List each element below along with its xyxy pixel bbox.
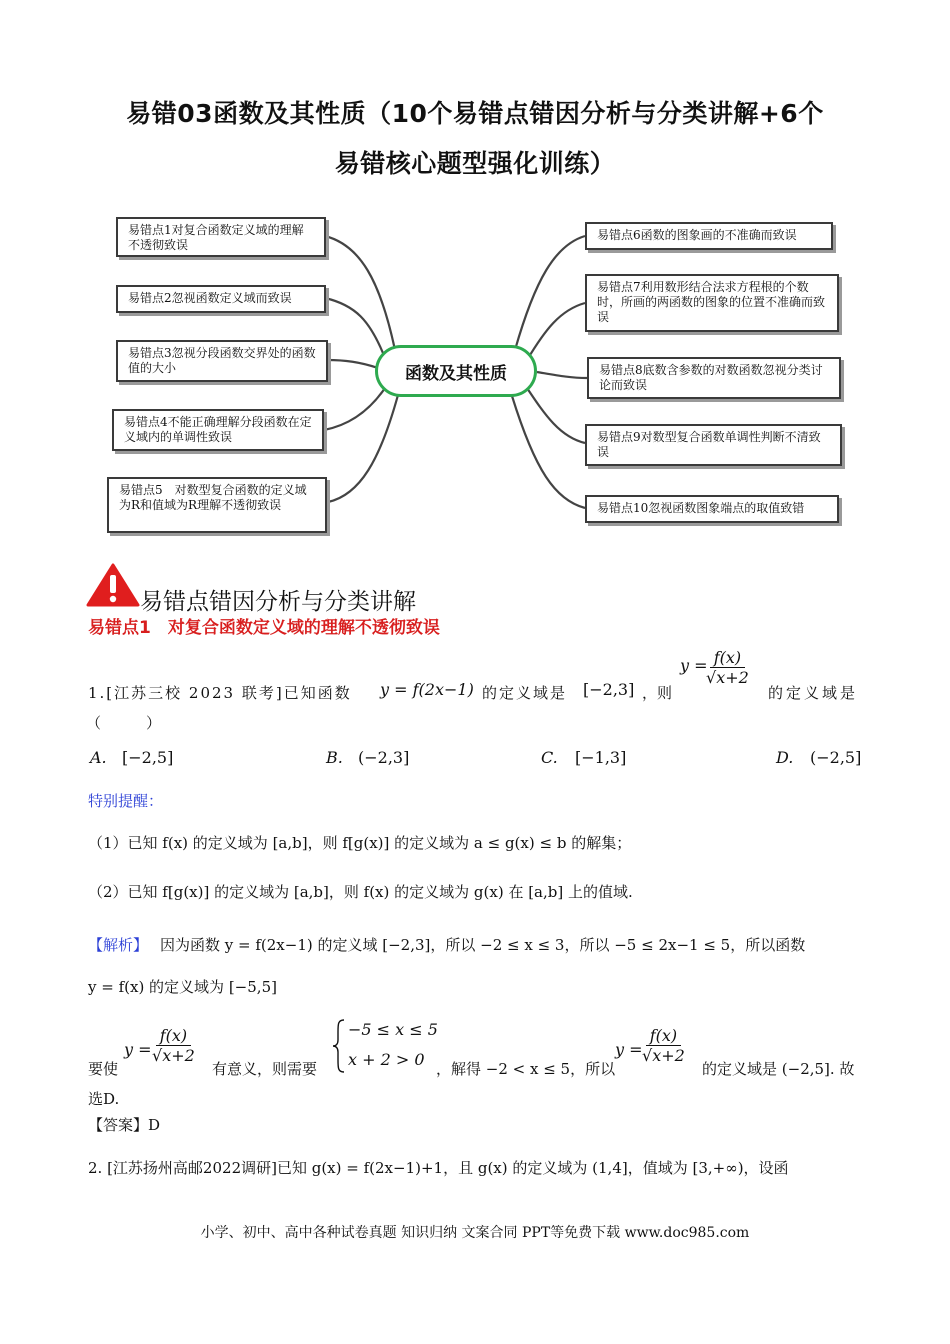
mindmap-left-node-5: 易错点5 对数型复合函数的定义域为R和值域为R理解不透彻致误	[107, 477, 327, 533]
answer: 【答案】D	[88, 1116, 161, 1134]
q1-then: ，则	[642, 684, 673, 702]
connector-right-2	[527, 303, 585, 360]
analysis-line-4: 选D.	[88, 1090, 120, 1108]
q1-option-c-label: C.	[541, 748, 558, 767]
connector-right-1	[515, 236, 585, 350]
connector-left-1	[325, 236, 395, 350]
analysis-line-3-end: 的定义域是 (−2,5]. 故	[702, 1060, 855, 1078]
q1-prefix: 1.[江苏三校 2023 联考]已知函数	[88, 684, 352, 702]
q1-mid-text: 的定义域是	[482, 684, 568, 702]
q1-end-text: 的定义域是	[768, 684, 859, 702]
mindmap-left-node-4: 易错点4不能正确理解分段函数在定义域内的单调性致误	[112, 409, 324, 451]
mindmap-center-node: 函数及其性质	[375, 345, 537, 397]
analysis-y-eq-2: y =	[615, 1040, 643, 1059]
tip-1: （1）已知 f(x) 的定义域为 [a,b]，则 f[g(x)] 的定义域为 a ≤ g(x) ≤ b 的解集；	[88, 834, 632, 852]
page-footer: 小学、初中、高中各种试卷真题 知识归纳 文案合同 PPT等免费下载 www.doc985.com	[200, 1225, 750, 1241]
section-title: 易错点错因分析与分类讲解	[140, 589, 416, 615]
mindmap-right-node-4: 易错点9对数型复合函数单调性判断不清致误	[585, 424, 842, 466]
connector-left-2	[325, 298, 385, 358]
analysis-fraction-2-numerator: f(x)	[646, 1026, 681, 1046]
mindmap-right-node-1: 易错点6函数的图象画的不准确而致误	[585, 222, 833, 250]
q1-option-a-label: A.	[90, 748, 107, 767]
tip-2: （2）已知 f[g(x)] 的定义域为 [a,b]，则 f(x) 的定义域为 g(x) 在 [a,b] 上的值域.	[88, 883, 633, 901]
connector-left-4	[324, 388, 385, 430]
q1-fraction-numerator: f(x)	[710, 648, 745, 668]
q1-function: y = f(2x−1)	[380, 680, 474, 699]
mindmap-left-node-1: 易错点1对复合函数定义域的理解不透彻致误	[116, 217, 326, 257]
tips-heading: 特别提醒：	[88, 792, 164, 810]
mindmap-right-node-5: 易错点10忽视函数图象端点的取值致错	[585, 495, 839, 523]
mindmap-right-node-2: 易错点7利用数形结合法求方程根的个数时，所画的两函数的图象的位置不准确而致误	[585, 274, 839, 332]
mindmap-left-node-3: 易错点3忽视分段函数交界处的函数值的大小	[116, 340, 328, 382]
q2-text: 2. [江苏扬州高邮2022调研]已知 g(x) = f(2x−1)+1，且 g(x) 的定义域为 (1,4]，值域为 [3,+∞)，设函	[88, 1159, 789, 1177]
connector-left-3	[327, 360, 378, 368]
analysis-fraction-1-denominator: √x+2	[152, 1046, 195, 1065]
analysis-tag: 【解析】	[88, 936, 149, 954]
analysis-fraction-1	[152, 1026, 195, 1065]
system-brace-icon	[332, 1018, 346, 1074]
q1-option-d-label: D.	[776, 748, 794, 767]
q1-fraction-denominator: √x+2	[706, 668, 749, 687]
analysis-line-3-start: 要使	[88, 1060, 119, 1078]
analysis-fraction-2-denominator: √x+2	[642, 1046, 685, 1065]
q1-answer-paren: （ ）	[86, 714, 162, 732]
page-title-line2: 易错核心题型强化训练）	[334, 149, 616, 178]
analysis-fraction-2	[642, 1026, 685, 1065]
page-title-line1: 易错03函数及其性质（10个易错点错因分析与分类讲解+6个	[126, 99, 824, 128]
connector-right-3	[537, 372, 587, 378]
q1-option-c-value: [−1,3]	[575, 748, 627, 767]
connector-right-5	[512, 396, 585, 508]
error-point-1-title: 易错点1 对复合函数定义域的理解不透彻致误	[88, 618, 440, 638]
analysis-line-1: 因为函数 y = f(2x−1) 的定义域 [−2,3]，所以 −2 ≤ x ≤ 3，所以 −5 ≤ 2x−1 ≤ 5，所以函数	[160, 936, 806, 954]
q1-option-d-value: (−2,5]	[810, 748, 862, 767]
q1-fraction	[706, 648, 749, 687]
q1-option-a-value: [−2,5]	[122, 748, 174, 767]
warning-triangle-icon	[86, 562, 140, 608]
q1-interval: [−2,3]	[583, 680, 635, 699]
mindmap-left-node-2: 易错点2忽视函数定义域而致误	[116, 285, 326, 313]
q1-y-eq: y =	[680, 656, 708, 675]
analysis-fraction-1-numerator: f(x)	[156, 1026, 191, 1046]
system-inequality-1: −5 ≤ x ≤ 5	[348, 1020, 438, 1039]
analysis-y-eq-1: y =	[124, 1040, 152, 1059]
system-inequality-2: x + 2 > 0	[348, 1050, 425, 1069]
analysis-line-3-mid: 有意义，则需要	[212, 1060, 318, 1078]
mindmap-right-node-3: 易错点8底数含参数的对数函数忽视分类讨论而致误	[587, 357, 841, 399]
q1-option-b-label: B.	[326, 748, 343, 767]
connector-right-4	[527, 388, 585, 443]
analysis-line-3-solve: ，解得 −2 < x ≤ 5，所以	[436, 1060, 616, 1078]
analysis-line-2: y = f(x) 的定义域为 [−5,5]	[88, 978, 277, 996]
q1-option-b-value: (−2,3]	[358, 748, 410, 767]
